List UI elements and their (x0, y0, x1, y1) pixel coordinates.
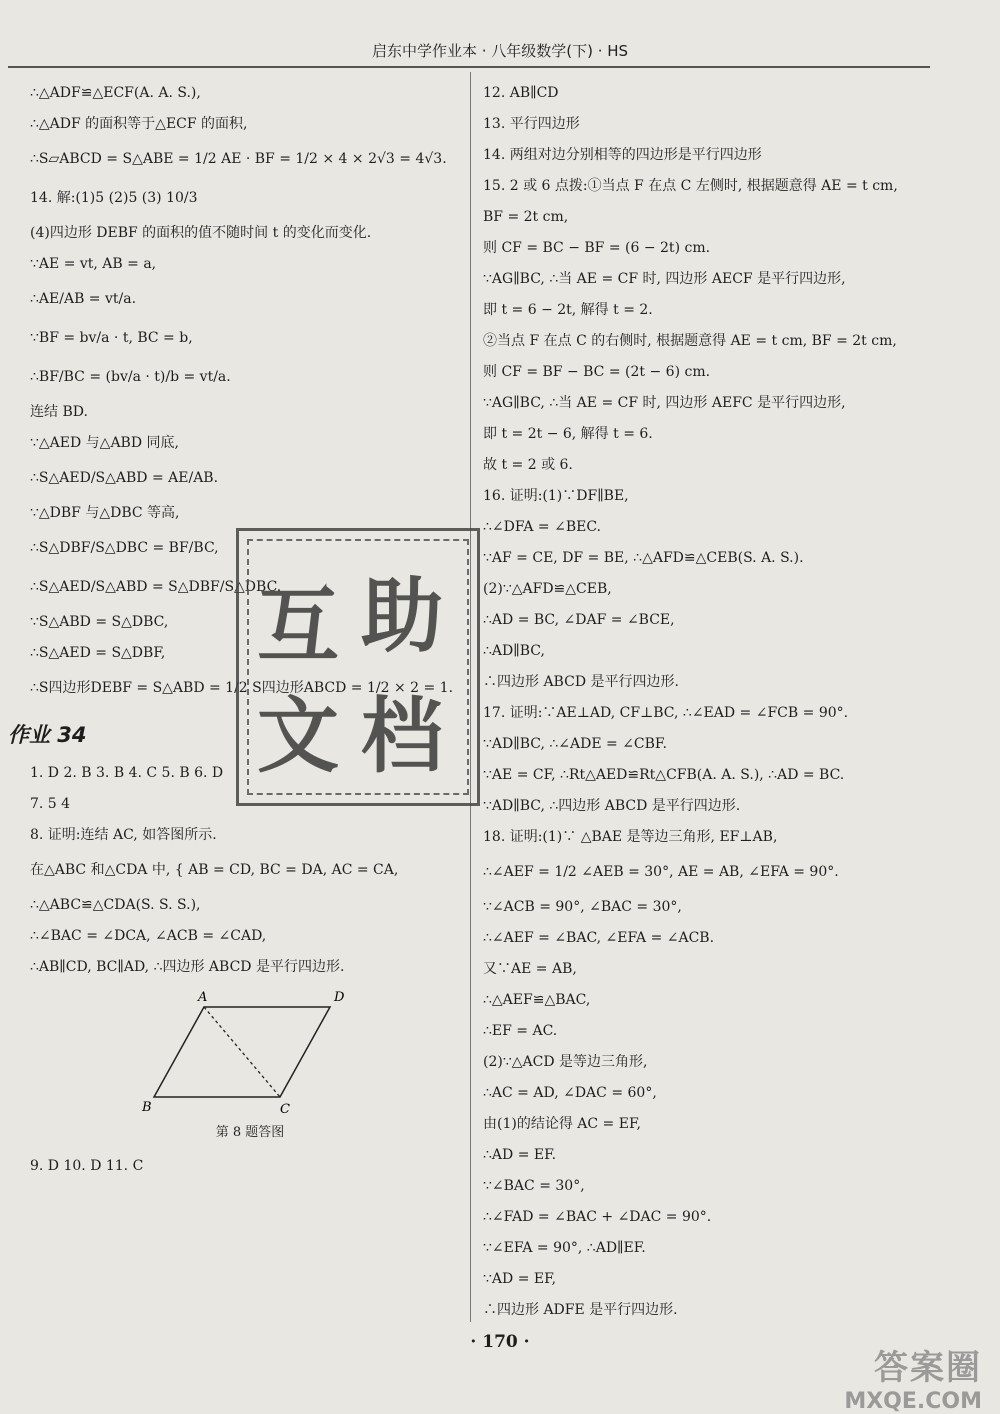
text-line: ∵AE = vt, AB = a, (30, 256, 157, 272)
text-line: ∴AD∥BC, (483, 643, 545, 659)
text-line: 15. 2 或 6 点拨:①当点 F 在点 C 左侧时, 根据题意得 AE = t cm, (483, 178, 898, 194)
text-line: BF = 2t cm, (483, 209, 569, 225)
section-title: 作业 34 (8, 723, 87, 747)
text-line: ∴∠AEF = 1/2 ∠AEB = 30°, AE = AB, ∠EFA = 90°. (483, 864, 839, 880)
text-line: ∴AE/AB = vt/a. (30, 291, 137, 307)
text-line: ②当点 F 在点 C 的右侧时, 根据题意得 AE = t cm, BF = 2t cm, (483, 333, 897, 349)
stamp-char: 互 (257, 579, 340, 674)
watermark-stamp (236, 528, 480, 806)
text-line: ∵AD∥BC, ∴四边形 ABCD 是平行四边形. (483, 798, 741, 814)
text-line: ∴AD = BC, ∠DAF = ∠BCE, (483, 612, 675, 628)
text-line: ∴∠FAD = ∠BAC + ∠DAC = 90°. (483, 1209, 712, 1225)
text-line: 16. 证明:(1)∵DF∥BE, (483, 488, 629, 504)
text-line: ∵∠BAC = 30°, (483, 1178, 585, 1194)
figure-caption: 第 8 题答图 (215, 1125, 285, 1140)
site-watermark (844, 1340, 982, 1414)
text-line: 14. 两组对边分别相等的四边形是平行四边形 (483, 147, 762, 163)
text-line: ∵AD∥BC, ∴∠ADE = ∠CBF. (483, 736, 667, 752)
text-line: ∴S四边形DEBF = S△ABD = 1/2 S四边形ABCD = 1/2 × 2 = 1. (30, 680, 454, 696)
text-line: ∵AG∥BC, ∴当 AE = CF 时, 四边形 AEFC 是平行四边形, (483, 395, 846, 411)
text-line: 8. 证明:连结 AC, 如答图所示. (30, 827, 217, 843)
text-line: ∵AF = CE, DF = BE, ∴△AFD≌△CEB(S. A. S.). (483, 550, 804, 566)
text-line: (4)四边形 DEBF 的面积的值不随时间 t 的变化而变化. (30, 225, 372, 241)
text-line: ∴S△AED/S△ABD = AE/AB. (30, 470, 219, 486)
text-line: 1. D 2. B 3. B 4. C 5. B 6. D (30, 765, 224, 781)
text-line: ∴△ADF 的面积等于△ECF 的面积, (30, 116, 248, 132)
text-line: 则 CF = BC − BF = (6 − 2t) cm. (483, 240, 711, 256)
text-line: (2)∵△AFD≌△CEB, (483, 581, 612, 597)
text-line: ∴AC = AD, ∠DAC = 60°, (483, 1085, 657, 1101)
text-line: ∴S▱ABCD = S△ABE = 1/2 AE · BF = 1/2 × 4 × 2√3 = 4√3. (30, 151, 447, 167)
text-line: 即 t = 2t − 6, 解得 t = 6. (483, 426, 653, 442)
text-line: ∵BF = bv/a · t, BC = b, (30, 330, 193, 346)
text-line: ∵△DBF 与△DBC 等高, (30, 505, 180, 521)
vertex-label-b: B (142, 1100, 152, 1115)
vertex-label-a: A (198, 990, 208, 1005)
text-line: ∴△ABC≌△CDA(S. S. S.), (30, 897, 201, 913)
text-line: 13. 平行四边形 (483, 116, 580, 132)
text-line: ∴S△DBF/S△DBC = BF/BC, (30, 540, 219, 556)
text-line: ∵AG∥BC, ∴当 AE = CF 时, 四边形 AECF 是平行四边形, (483, 271, 846, 287)
watermark-en: MXQE.COM (844, 1389, 982, 1414)
text-line: ∴S△AED/S△ABD = S△DBF/S△DBC. (30, 579, 282, 595)
text-line: ∴BF/BC = (bv/a · t)/b = vt/a. (30, 369, 231, 385)
text-line: 则 CF = BF − BC = (2t − 6) cm. (483, 364, 711, 380)
text-line: ∴△AEF≌△BAC, (483, 992, 591, 1008)
parallelogram-shape (154, 1007, 330, 1097)
text-line: 又∵AE = AB, (483, 961, 577, 977)
text-line: 14. 解:(1)5 (2)5 (3) 10/3 (30, 190, 198, 206)
text-line: ∵AE = CF, ∴Rt△AED≌Rt△CFB(A. A. S.), ∴AD = BC. (483, 767, 845, 783)
text-line: ∴四边形 ABCD 是平行四边形. (483, 674, 679, 690)
watermark-cn: 答案圈 (874, 1348, 982, 1388)
parallelogram-figure (140, 985, 400, 1145)
page-header: 启东中学作业本 · 八年级数学(下) · HS (371, 42, 629, 60)
text-line: ∴AD = EF. (483, 1147, 557, 1163)
text-line: ∴四边形 ADFE 是平行四边形. (483, 1302, 678, 1318)
text-line: 由(1)的结论得 AC = EF, (483, 1116, 641, 1132)
text-line: 故 t = 2 或 6. (483, 457, 573, 473)
text-line: 在△ABC 和△CDA 中, { AB = CD, BC = DA, AC = CA, (30, 862, 399, 878)
diagonal-ac (204, 1007, 280, 1097)
vertex-label-c: C (280, 1102, 290, 1117)
text-line: ∴∠BAC = ∠DCA, ∠ACB = ∠CAD, (30, 928, 267, 944)
text-line: ∴∠AEF = ∠BAC, ∠EFA = ∠ACB. (483, 930, 715, 946)
vertex-label-d: D (334, 990, 345, 1005)
text-line: ∴∠DFA = ∠BEC. (483, 519, 602, 535)
text-line: 即 t = 6 − 2t, 解得 t = 2. (483, 302, 653, 318)
text-line: 12. AB∥CD (483, 85, 559, 101)
text-line: 连结 BD. (30, 404, 88, 420)
text-line: ∴AB∥CD, BC∥AD, ∴四边形 ABCD 是平行四边形. (30, 959, 345, 975)
text-line: ∴△ADF≌△ECF(A. A. S.), (30, 85, 201, 101)
text-line: 7. 5 4 (30, 796, 71, 812)
text-line: (2)∵△ACD 是等边三角形, (483, 1054, 648, 1070)
text-line: 9. D 10. D 11. C (30, 1158, 144, 1174)
text-line: ∴S△AED = S△DBF, (30, 645, 166, 661)
text-line: ∵△AED 与△ABD 同底, (30, 435, 179, 451)
text-line: ∵AD = EF, (483, 1271, 557, 1287)
header-divider (8, 66, 930, 68)
stamp-char: 档 (361, 689, 444, 784)
right-column (483, 78, 988, 1326)
text-line: ∴EF = AC. (483, 1023, 558, 1039)
stamp-char: 文 (257, 689, 340, 784)
text-line: ∵∠ACB = 90°, ∠BAC = 30°, (483, 899, 682, 915)
text-line: 18. 证明:(1)∵ △BAE 是等边三角形, EF⊥AB, (483, 829, 778, 845)
text-line: ∵S△ABD = S△DBC, (30, 614, 169, 630)
page-number: · 170 · (470, 1332, 530, 1352)
text-line: ∵∠EFA = 90°, ∴AD∥EF. (483, 1240, 646, 1256)
stamp-char: 助 (361, 569, 444, 664)
text-line: 17. 证明:∵AE⊥AD, CF⊥BC, ∴∠EAD = ∠FCB = 90°. (483, 705, 849, 721)
